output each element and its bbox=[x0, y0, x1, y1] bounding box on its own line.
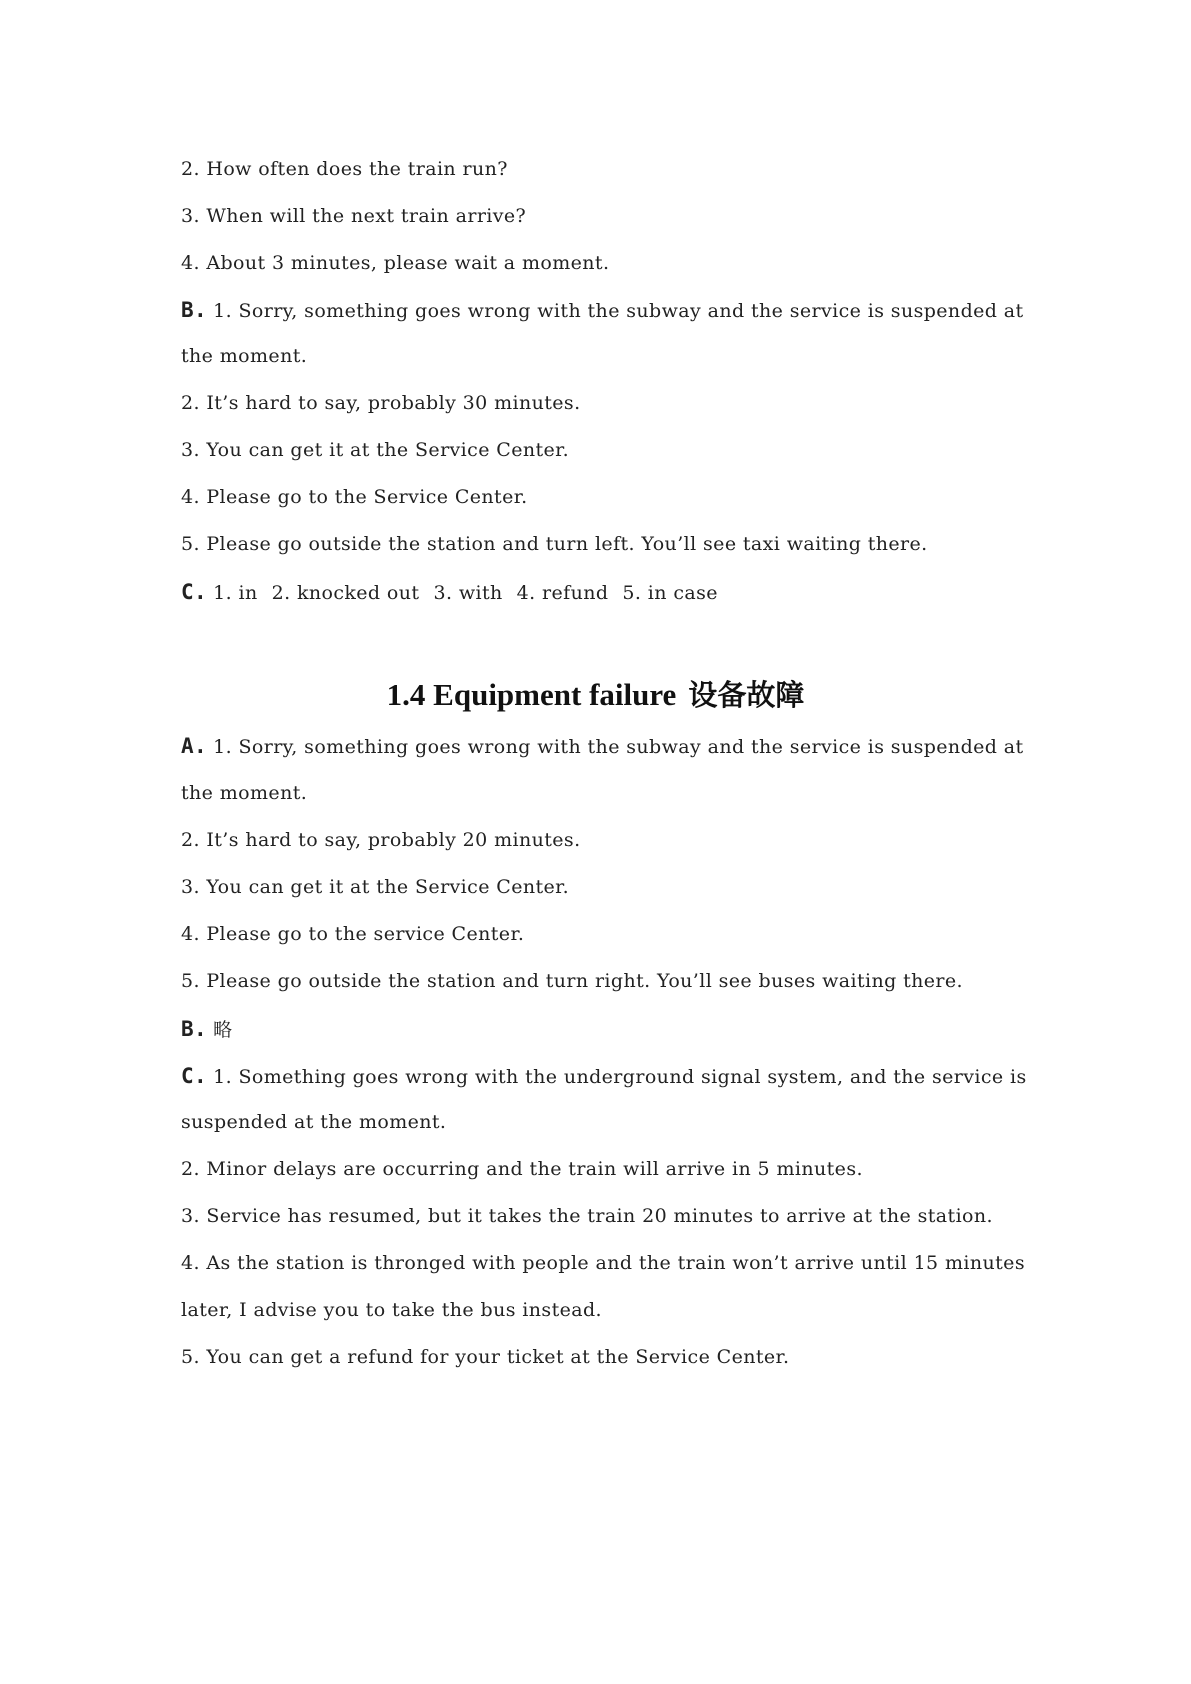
s13-b-line-1 bbox=[181, 298, 1024, 323]
s14-c-line-5: 5. You can get a refund for your ticket at the Service Center. bbox=[181, 1346, 790, 1368]
s14-a-line-3: 3. You can get it at the Service Center. bbox=[181, 876, 570, 898]
s13-b-text-1: 1. Sorry, something goes wrong with the subway and the service is suspended at bbox=[213, 300, 1024, 322]
s14-a-line-2: 2. It’s hard to say, probably 20 minutes. bbox=[181, 829, 581, 851]
s14-c-line-4-cont: later, I advise you to take the bus instead. bbox=[181, 1299, 602, 1321]
section-heading-cn: 设备故障 bbox=[688, 678, 805, 712]
s14-a-line-1-cont: the moment. bbox=[181, 782, 308, 804]
section-heading bbox=[0, 676, 1191, 714]
s13-c-answer-1: 1. in bbox=[213, 582, 258, 604]
s14-c-line-1-cont: suspended at the moment. bbox=[181, 1111, 447, 1133]
s13-b-line-2: 2. It’s hard to say, probably 30 minutes. bbox=[181, 392, 581, 414]
s14-c-line-3: 3. Service has resumed, but it takes the train 20 minutes to arrive at the station. bbox=[181, 1205, 993, 1227]
s13-c-answer-2: 2. knocked out bbox=[271, 582, 420, 604]
s14-b-label: B. bbox=[181, 1017, 208, 1041]
s13-c-line bbox=[181, 580, 1021, 605]
s13-b-line-5: 5. Please go outside the station and turn left. You’ll see taxi waiting there. bbox=[181, 533, 928, 555]
s13-c-label: C. bbox=[181, 580, 208, 604]
s14-b-text: 略 bbox=[213, 1019, 233, 1041]
s14-b-line bbox=[181, 1017, 1021, 1042]
s13-b-line-3: 3. You can get it at the Service Center. bbox=[181, 439, 570, 461]
s14-c-line-2: 2. Minor delays are occurring and the train will arrive in 5 minutes. bbox=[181, 1158, 863, 1180]
s14-a-text-1: 1. Sorry, something goes wrong with the subway and the service is suspended at bbox=[213, 736, 1024, 758]
s14-c-line-1 bbox=[181, 1064, 1027, 1089]
s13-c-answer-3: 3. with bbox=[433, 582, 503, 604]
s14-c-label: C. bbox=[181, 1064, 208, 1088]
s13-c-answer-4: 4. refund bbox=[516, 582, 609, 604]
s14-a-line-1 bbox=[181, 734, 1024, 759]
s14-a-line-5: 5. Please go outside the station and turn right. You’ll see buses waiting there. bbox=[181, 970, 963, 992]
s14-a-label: A. bbox=[181, 734, 208, 758]
s13-b-label: B. bbox=[181, 298, 208, 322]
s13-b-line-4: 4. Please go to the Service Center. bbox=[181, 486, 528, 508]
s14-a-line-4: 4. Please go to the service Center. bbox=[181, 923, 525, 945]
s14-c-line-4: 4. As the station is thronged with people and the train won’t arrive until 15 minutes bbox=[181, 1252, 1025, 1274]
section-heading-en: 1.4 Equipment failure bbox=[386, 677, 677, 712]
s13-c-answer-5: 5. in case bbox=[622, 582, 718, 604]
s13-a-line-4: 4. About 3 minutes, please wait a moment. bbox=[181, 252, 610, 274]
s14-c-text-1: 1. Something goes wrong with the underground signal system, and the service is bbox=[213, 1066, 1027, 1088]
s13-a-line-3: 3. When will the next train arrive? bbox=[181, 205, 527, 227]
s13-b-line-1-cont: the moment. bbox=[181, 345, 308, 367]
s13-a-line-2: 2. How often does the train run? bbox=[181, 158, 508, 180]
